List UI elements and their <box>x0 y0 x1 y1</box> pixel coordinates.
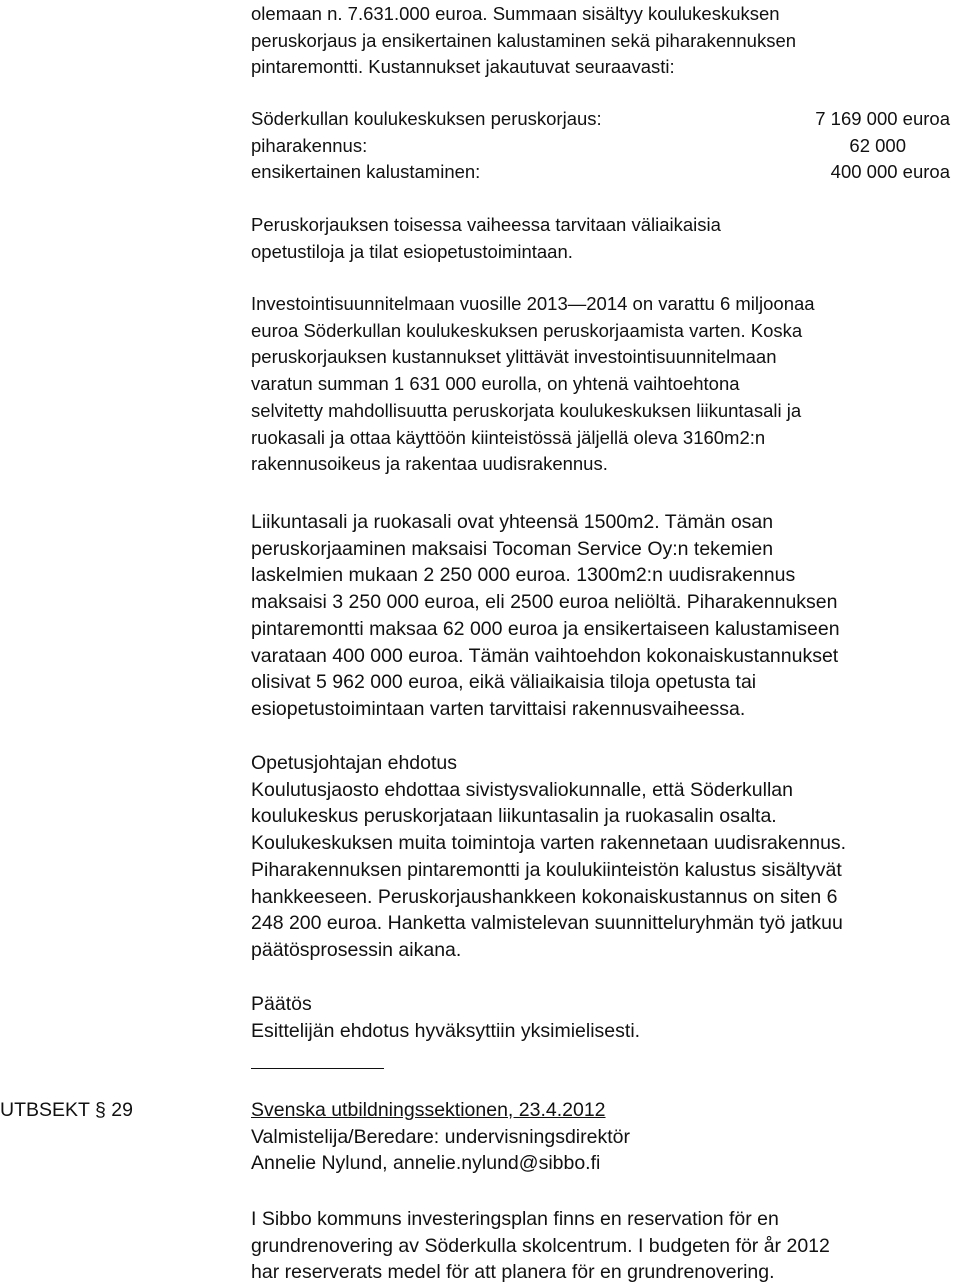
text-line: olisivat 5 962 000 euroa, eikä väliaikaisia tiloja opetusta tai <box>251 671 757 694</box>
divider-rule <box>251 1068 384 1069</box>
swedish-paragraph <box>251 1206 960 1286</box>
cost-label: piharakennus: <box>251 134 368 156</box>
cost-row <box>251 106 960 133</box>
text-line: Investointisuunnitelmaan vuosille 2013—2014 on varattu 6 miljoonaa <box>251 293 815 314</box>
text-line: esiopetustoimintaan varten tarvittaisi rakennusvaiheessa. <box>251 697 746 720</box>
text-line: opetustiloja ja tilat esiopetustoimintaan. <box>251 240 573 262</box>
section-title: Svenska utbildningssektionen, 23.4.2012 <box>251 1099 606 1121</box>
preparer-line: Valmistelija/Beredare: undervisningsdirektör <box>251 1125 630 1148</box>
cost-value: 7 169 000 euroa <box>815 108 950 129</box>
text-line: 248 200 euroa. Hanketta valmistelevan suunnitteluryhmän työ jatkuu <box>251 912 843 935</box>
text-line: euroa Söderkullan koulukeskuksen peruskorjaamista varten. Koska <box>251 319 803 341</box>
cost-label: Söderkullan koulukeskuksen peruskorjaus: <box>251 108 602 129</box>
text-line: rakennusoikeus ja rakentaa uudisrakennus. <box>251 453 608 475</box>
text-line: hankkeeseen. Peruskorjaushankkeen kokonaiskustannus on siten 6 <box>251 885 838 908</box>
text-line: har reserverats medel för att planera för en grundrenovering. <box>251 1261 775 1284</box>
text-line: Koulukeskuksen muita toimintoja varten rakennetaan uudisrakennus. <box>251 832 847 855</box>
temporary-facilities-paragraph <box>251 212 960 265</box>
text-line: grundrenovering av Söderkulla skolcentrum. I budgeten för år 2012 <box>251 1234 830 1257</box>
text-line: Koulutusjaosto ehdottaa sivistysvaliokunnalle, että Söderkullan <box>251 778 794 801</box>
text-line: ruokasali ja ottaa käyttöön kiinteistössä jäljellä oleva 3160m2:n <box>251 426 766 448</box>
text-line: pintaremontti. Kustannukset jakautuvat seuraavasti: <box>251 56 675 78</box>
decision <box>251 991 960 1044</box>
cost-value: 62 000 <box>849 134 906 156</box>
text-line: pintaremontti maksaa 62 000 euroa ja ensikertaiseen kalustamiseen <box>251 617 840 640</box>
text-line: maksaisi 3 250 000 euroa, eli 2500 euroa neliöltä. Piharakennuksen <box>251 591 838 614</box>
swedish-section-header <box>251 1097 960 1177</box>
contact-line: Annelie Nylund, annelie.nylund@sibbo.fi <box>251 1152 601 1175</box>
text-line: Liikuntasali ja ruokasali ovat yhteensä 1500m2. Tämän osan <box>251 511 774 533</box>
cost-label: ensikertainen kalustaminen: <box>251 161 481 183</box>
text-line: I Sibbo kommuns investeringsplan finns en reservation för en <box>251 1208 779 1230</box>
section-code: UTBSEKT § 29 <box>0 1099 133 1121</box>
investment-plan-paragraph <box>251 291 960 478</box>
text-line: peruskorjauksen kustannukset ylittävät investointisuunnitelmaan <box>251 346 777 368</box>
cost-breakdown <box>251 106 960 186</box>
text-line: laskelmien mukaan 2 250 000 euroa. 1300m2:n uudisrakennus <box>251 564 796 587</box>
section-heading: Opetusjohtajan ehdotus <box>251 752 457 774</box>
text-line: olemaan n. 7.631.000 euroa. Summaan sisältyy koulukeskuksen <box>251 3 780 24</box>
director-proposal <box>251 750 960 964</box>
cost-row <box>251 159 960 186</box>
text-line: selvitetty mahdollisuutta peruskorjata koulukeskuksen liikuntasali ja <box>251 399 802 421</box>
text-line: koulukeskus peruskorjataan liikuntasalin ja ruokasalin osalta. <box>251 805 777 828</box>
text-line: peruskorjaaminen maksaisi Tocoman Service Oy:n tekemien <box>251 537 774 560</box>
cost-row <box>251 133 960 160</box>
section-heading: Päätös <box>251 993 312 1015</box>
gym-dining-paragraph <box>251 509 960 723</box>
text-line: peruskorjaus ja ensikertainen kalustaminen sekä piharakennuksen <box>251 29 797 51</box>
intro-paragraph <box>251 1 960 81</box>
text-line: varataan 400 000 euroa. Tämän vaihtoehdon kokonaiskustannukset <box>251 644 839 667</box>
decision-text: Esittelijän ehdotus hyväksyttiin yksimielisesti. <box>251 1019 641 1042</box>
text-line: varatun summan 1 631 000 eurolla, on yhtenä vaihtoehtona <box>251 373 740 395</box>
text-line: Peruskorjauksen toisessa vaiheessa tarvitaan väliaikaisia <box>251 214 721 235</box>
text-line: Piharakennuksen pintaremontti ja koulukiinteistön kalustus sisältyvät <box>251 858 842 881</box>
cost-value: 400 000 euroa <box>830 161 950 183</box>
text-line: päätösprosessin aikana. <box>251 938 462 961</box>
